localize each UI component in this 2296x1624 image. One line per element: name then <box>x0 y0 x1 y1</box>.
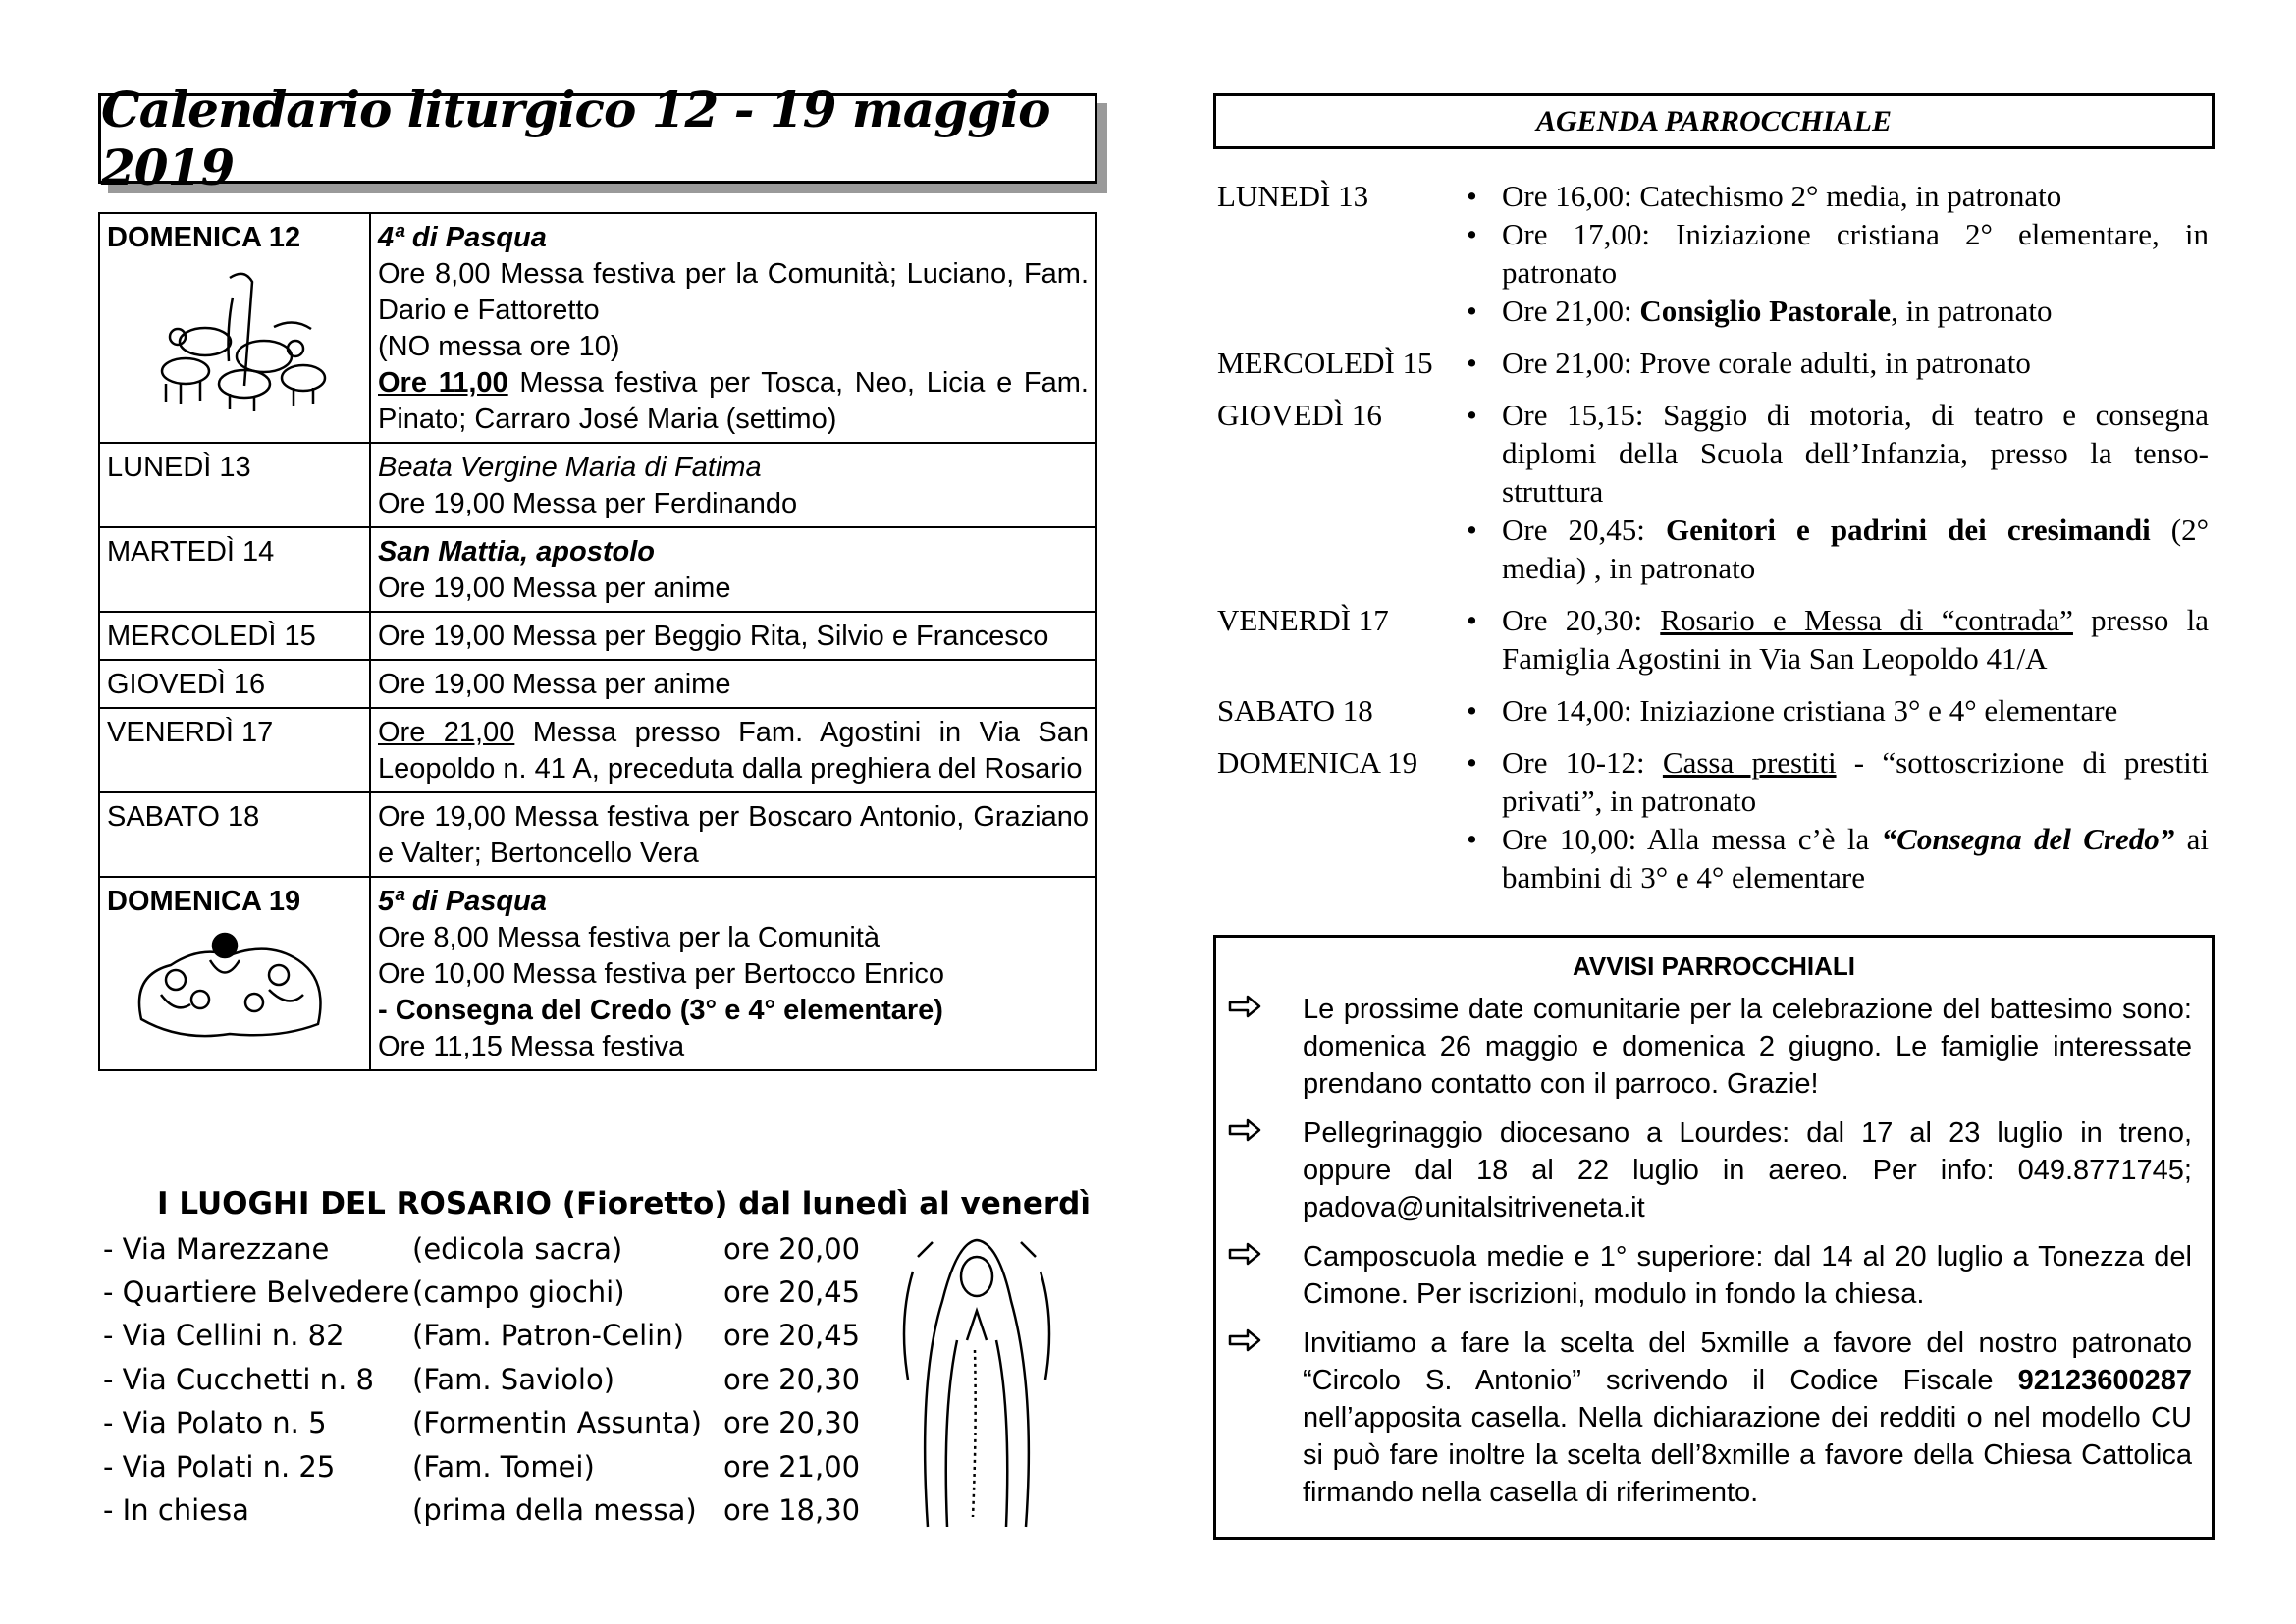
agenda-item: • Ore 17,00: Iniziazione cristiana 2° elementare, in patronato <box>1461 215 2209 292</box>
mass-text: Messa presso Fam. Agostini in Via San Leopoldo n. 41 A, preceduta dalla preghiera del Rosario <box>378 717 1089 785</box>
description-cell <box>370 443 1096 527</box>
day-label: SABATO 18 <box>107 801 260 833</box>
day-cell <box>99 877 370 1070</box>
mass-line: - Consegna del Credo (3° e 4° elementare) <box>378 995 943 1026</box>
rosario-host: (Fam. Saviolo) <box>412 1363 615 1396</box>
table-row <box>99 792 1096 877</box>
rosario-place: - Via Cellini n. 82 <box>103 1319 345 1352</box>
avviso-item <box>1216 1114 2212 1226</box>
agenda-item: • Ore 16,00: Catechismo 2° media, in patronato <box>1461 177 2209 215</box>
day-cell <box>99 527 370 612</box>
rosario-time: ore 20,30 <box>723 1406 861 1439</box>
agenda-day: DOMENICA 19 <box>1217 745 1418 780</box>
table-row <box>99 660 1096 708</box>
calendar-title-box <box>98 81 1097 196</box>
day-cell <box>99 443 370 527</box>
mass-time: Ore 11,00 <box>378 367 508 399</box>
rosario-place: - Via Marezzane <box>103 1232 330 1266</box>
day-label: VENERDÌ 17 <box>107 717 274 748</box>
rosario-place: - Via Polati n. 25 <box>103 1450 336 1484</box>
agenda-item-bold-italic: “Consegna del Credo” <box>1881 822 2175 856</box>
rosario-place: - In chiesa <box>103 1493 249 1527</box>
avviso-text: Pellegrinaggio diocesano a Lourdes: dal 17 al 23 luglio in treno, oppure dal 18 al 22 luglio in aereo. Per info: 049.8771745; padova@unitalsitriveneta.it <box>1303 1117 2192 1223</box>
mass-line: Ore 19,00 Messa per anime <box>378 669 731 700</box>
avviso-text: Le prossime date comunitarie per la celebrazione del battesimo sono: domenica 26 maggio e domenica 2 giugno. Le famiglie interessate prendano contatto con il parroco. Grazie! <box>1303 994 2192 1100</box>
agenda-item-time: Ore 21,00: <box>1502 294 1640 328</box>
rosario-time: ore 20,00 <box>723 1232 861 1266</box>
rosario-host: (edicola sacra) <box>412 1232 623 1266</box>
agenda-items <box>1461 177 2209 330</box>
agenda-item <box>1461 511 2209 587</box>
mass-line: Ore 11,15 Messa festiva <box>378 1031 685 1062</box>
mass-line: Ore 10,00 Messa festiva per Bertocco Enrico <box>378 958 945 990</box>
day-label: DOMENICA 12 <box>107 222 301 253</box>
agenda-row <box>1217 396 2209 587</box>
rosario-title <box>157 1186 1091 1221</box>
day-label: MARTEDÌ 14 <box>107 536 275 568</box>
mass-line: Ore 19,00 Messa per Beggio Rita, Silvio e Francesco <box>378 621 1049 652</box>
agenda-item-underlined: Cassa prestiti <box>1662 745 1837 780</box>
day-label: GIOVEDÌ 16 <box>107 669 266 700</box>
mass-line: Ore 19,00 Messa per Ferdinando <box>378 488 798 519</box>
description-cell <box>370 792 1096 877</box>
rosario-title-main: I LUOGHI DEL ROSARIO <box>157 1186 552 1221</box>
agenda-list <box>1217 177 2209 910</box>
rosario-host: (Fam. Patron-Celin) <box>412 1319 684 1352</box>
calendar-title: Calendario liturgico 12 - 19 maggio 2019 <box>101 81 1050 196</box>
agenda-row <box>1217 691 2209 730</box>
table-row <box>99 443 1096 527</box>
rosario-title-end: dal lunedì al venerdì <box>738 1186 1091 1221</box>
mass-line <box>378 715 1089 787</box>
jesus-children-icon <box>132 926 328 1044</box>
rosario-host: (prima della messa) <box>412 1493 697 1527</box>
rosario-time: ore 20,30 <box>723 1363 861 1396</box>
agenda-items <box>1461 396 2209 587</box>
agenda-item <box>1461 601 2209 677</box>
description-cell <box>370 708 1096 792</box>
description-cell <box>370 877 1096 1070</box>
agenda-item-bold: Genitori e padrini dei cresimandi <box>1666 513 2151 547</box>
feast-name: San Mattia, apostolo <box>378 536 655 568</box>
day-cell <box>99 213 370 443</box>
feast-name: 5ª di Pasqua <box>378 886 547 917</box>
agenda-items <box>1461 691 2209 730</box>
agenda-items <box>1461 601 2209 677</box>
rosario-place: - Via Polato n. 5 <box>103 1406 327 1439</box>
avvisi-title: AVVISI PARROCCHIALI <box>1573 951 1855 981</box>
avviso-text: Camposcuola medie e 1° superiore: dal 14 al 20 luglio a Tonezza del Cimone. Per iscrizioni, modulo in fondo la chiesa. <box>1303 1241 2192 1310</box>
agenda-title-box <box>1213 93 2215 149</box>
agenda-day: MERCOLEDÌ 15 <box>1217 346 1433 380</box>
day-cell <box>99 612 370 660</box>
rosario-title-mid: (Fioretto) <box>551 1186 739 1221</box>
agenda-item-text: ai bambini di 3° e 4° elementare <box>1502 822 2210 894</box>
day-label: MERCOLEDÌ 15 <box>107 621 316 652</box>
agenda-row <box>1217 743 2209 896</box>
agenda-item-text: (2° media) , in patronato <box>1502 513 2209 585</box>
agenda-item <box>1461 743 2209 820</box>
agenda-item-time: Ore 20,45: <box>1502 513 1667 547</box>
feast-name: Beata Vergine Maria di Fatima <box>378 452 762 483</box>
agenda-row <box>1217 344 2209 382</box>
avviso-text: nell’apposita casella. Nella dichiarazione dei redditi o nel modello CU si può fare inoltre la scelta dell’8xmille a favore della Chiesa Cattolica firmando nella casella di riferimento. <box>1303 1402 2192 1508</box>
mass-line: Ore 19,00 Messa festiva per Boscaro Antonio, Graziano e Valter; Bertoncello Vera <box>378 801 1089 869</box>
shepherd-icon <box>146 268 333 415</box>
fiscal-code: 92123600287 <box>2017 1365 2192 1396</box>
avvisi-box <box>1213 935 2215 1540</box>
table-row <box>99 877 1096 1070</box>
arrow-right-icon <box>1228 1118 1261 1142</box>
avviso-item <box>1216 991 2212 1103</box>
agenda-row <box>1217 601 2209 677</box>
agenda-item-bold: Consiglio Pastorale <box>1639 294 1892 328</box>
description-cell <box>370 660 1096 708</box>
agenda-day: VENERDÌ 17 <box>1217 603 1389 637</box>
description-cell <box>370 612 1096 660</box>
arrow-right-icon <box>1228 995 1261 1018</box>
madonna-icon <box>888 1232 1060 1532</box>
agenda-row <box>1217 177 2209 330</box>
table-row <box>99 213 1096 443</box>
table-row <box>99 612 1096 660</box>
day-label: LUNEDÌ 13 <box>107 452 251 483</box>
rosario-host: (Fam. Tomei) <box>412 1450 595 1484</box>
agenda-day: GIOVEDÌ 16 <box>1217 398 1382 432</box>
agenda-day: SABATO 18 <box>1217 693 1373 728</box>
rosario-time: ore 20,45 <box>723 1275 861 1309</box>
agenda-item-time: Ore 10,00: Alla messa c’è la <box>1502 822 1882 856</box>
agenda-item-text: - “sottoscrizione di prestiti privati”, in patronato <box>1502 745 2209 818</box>
agenda-item: • Ore 14,00: Iniziazione cristiana 3° e 4° elementare <box>1461 691 2209 730</box>
arrow-right-icon <box>1228 1242 1261 1266</box>
avviso-text: Invitiamo a fare la scelta del 5xmille a favore del nostro patronato “Circolo S. Antonio” scrivendo il Codice Fiscale <box>1303 1327 2192 1396</box>
agenda-item-text: , in patronato <box>1891 294 2053 328</box>
day-label: DOMENICA 19 <box>107 886 301 917</box>
mass-line: Ore 8,00 Messa festiva per la Comunità <box>378 922 880 953</box>
mass-line: (NO messa ore 10) <box>378 331 620 362</box>
avviso-item <box>1216 1325 2212 1511</box>
rosario-time: ore 18,30 <box>723 1493 861 1527</box>
day-cell <box>99 792 370 877</box>
description-cell <box>370 527 1096 612</box>
feast-name: 4ª di Pasqua <box>378 222 547 253</box>
avviso-item <box>1216 1238 2212 1313</box>
mass-text: Messa festiva per Tosca, Neo, Licia e Fam. Pinato; Carraro José Maria (settimo) <box>378 367 1089 435</box>
rosario-place: - Via Cucchetti n. 8 <box>103 1363 374 1396</box>
mass-line <box>378 365 1089 438</box>
agenda-item-time: Ore 10-12: <box>1502 745 1663 780</box>
rosario-host: (Formentin Assunta) <box>412 1406 702 1439</box>
arrow-right-icon <box>1228 1328 1261 1352</box>
agenda-item-text: presso la Famiglia Agostini in Via San Leopoldo 41/A <box>1502 603 2209 676</box>
description-cell <box>370 213 1096 443</box>
agenda-items <box>1461 743 2209 896</box>
liturgy-table <box>98 212 1097 1071</box>
agenda-item: • Ore 15,15: Saggio di motoria, di teatro e consegna diplomi della Scuola dell’Infanzia, presso la tenso-struttura <box>1461 396 2209 511</box>
agenda-item-underlined: Rosario e Messa di “contrada” <box>1660 603 2073 637</box>
agenda-item: • Ore 21,00: Prove corale adulti, in patronato <box>1461 344 2209 382</box>
day-cell <box>99 660 370 708</box>
agenda-item-time: Ore 20,30: <box>1502 603 1661 637</box>
agenda-day: LUNEDÌ 13 <box>1217 179 1369 213</box>
table-row <box>99 527 1096 612</box>
mass-line: Ore 8,00 Messa festiva per la Comunità; Luciano, Fam. Dario e Fattoretto <box>378 258 1089 326</box>
agenda-item <box>1461 292 2209 330</box>
rosario-place: - Quartiere Belvedere <box>103 1275 410 1309</box>
agenda-items <box>1461 344 2209 382</box>
rosario-host: (campo giochi) <box>412 1275 625 1309</box>
agenda-title: AGENDA PARROCCHIALE <box>1535 104 1893 137</box>
table-row <box>99 708 1096 792</box>
rosario-time: ore 21,00 <box>723 1450 861 1484</box>
rosario-time: ore 20,45 <box>723 1319 861 1352</box>
mass-time: Ore 21,00 <box>378 717 515 748</box>
mass-line: Ore 19,00 Messa per anime <box>378 572 731 604</box>
day-cell <box>99 708 370 792</box>
agenda-item <box>1461 820 2209 896</box>
